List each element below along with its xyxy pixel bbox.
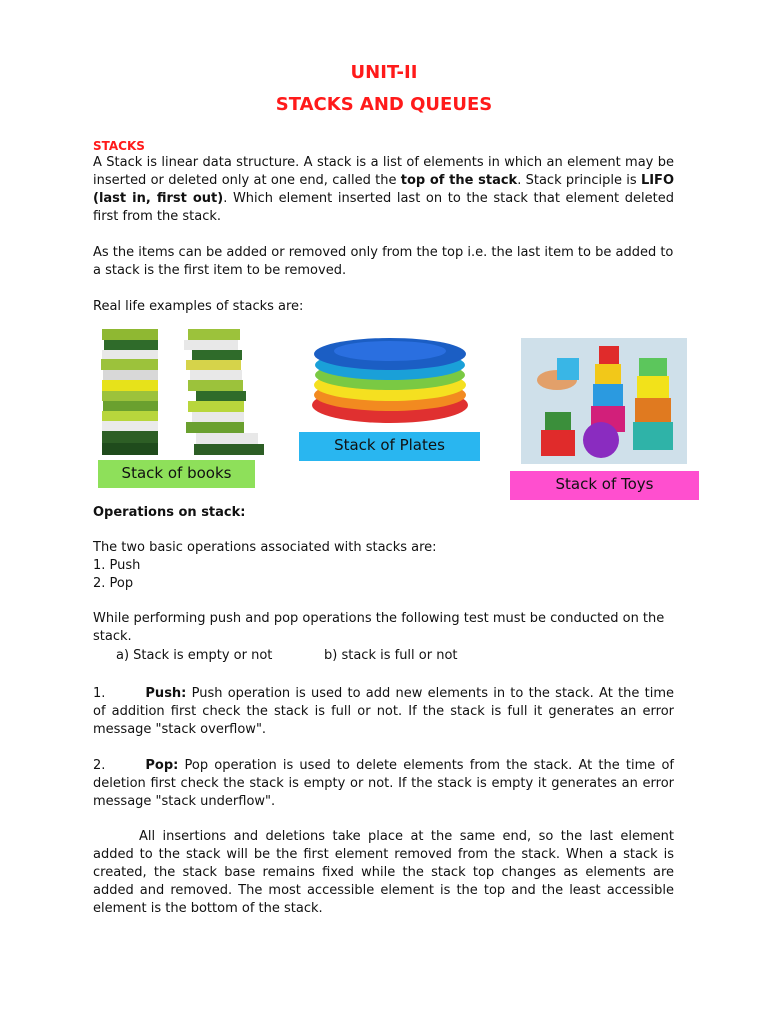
test-item-a: a) Stack is empty or not xyxy=(116,648,273,663)
operation-item-push: 1. Push xyxy=(93,558,141,573)
plates-caption: Stack of Plates xyxy=(334,436,445,454)
test-intro-paragraph: While performing push and pop operations the following test must be conducted on the stack. xyxy=(93,611,665,644)
test-item-b: b) stack is full or not xyxy=(324,648,458,663)
stack-top-paragraph: As the items can be added or removed only from the top i.e. the last item to be added to a stack is the first item to be removed. xyxy=(93,245,674,278)
examples-intro: Real life examples of stacks are: xyxy=(93,299,304,314)
operations-intro: The two basic operations associated with stacks are: xyxy=(93,540,437,555)
books-stack-left xyxy=(101,329,158,455)
operations-heading: Operations on stack: xyxy=(93,505,246,520)
unit-title: UNIT-II xyxy=(350,62,418,83)
summary-paragraph: All insertions and deletions take place at the same end, so the last element added to the stack will be the first element removed from the stack. When a stack is created, the stack base remains fixed while the stack top changes as elements are added and removed. The most accessible element is the top and the least accessible element is the bottom of the stack. xyxy=(93,829,674,916)
operation-item-pop: 2. Pop xyxy=(93,576,134,591)
toys-caption: Stack of Toys xyxy=(555,475,654,493)
books-stack-right xyxy=(184,329,264,455)
pop-paragraph: 2. Pop: Pop operation is used to delete elements from the stack. At the time of deletion first check the stack is empty or not. If the stack is empty it generates an error message "stack underflow". xyxy=(93,758,674,809)
stack-definition-paragraph: A Stack is linear data structure. A stack is a list of elements in which an element may be inserted or deleted only at one end, called the top of the stack. Stack principle is LIFO (last in, first out). Which element inserted last on to the stack that element deleted first from the stack. xyxy=(93,155,674,224)
stacks-heading: STACKS xyxy=(93,139,145,153)
chapter-title: STACKS AND QUEUES xyxy=(275,94,493,115)
push-paragraph: 1. Push: Push operation is used to add new elements in to the stack. At the time of addition first check the stack is full or not. If the stack is full it generates an error message "stack overflow". xyxy=(93,686,674,737)
books-caption: Stack of books xyxy=(121,464,232,482)
